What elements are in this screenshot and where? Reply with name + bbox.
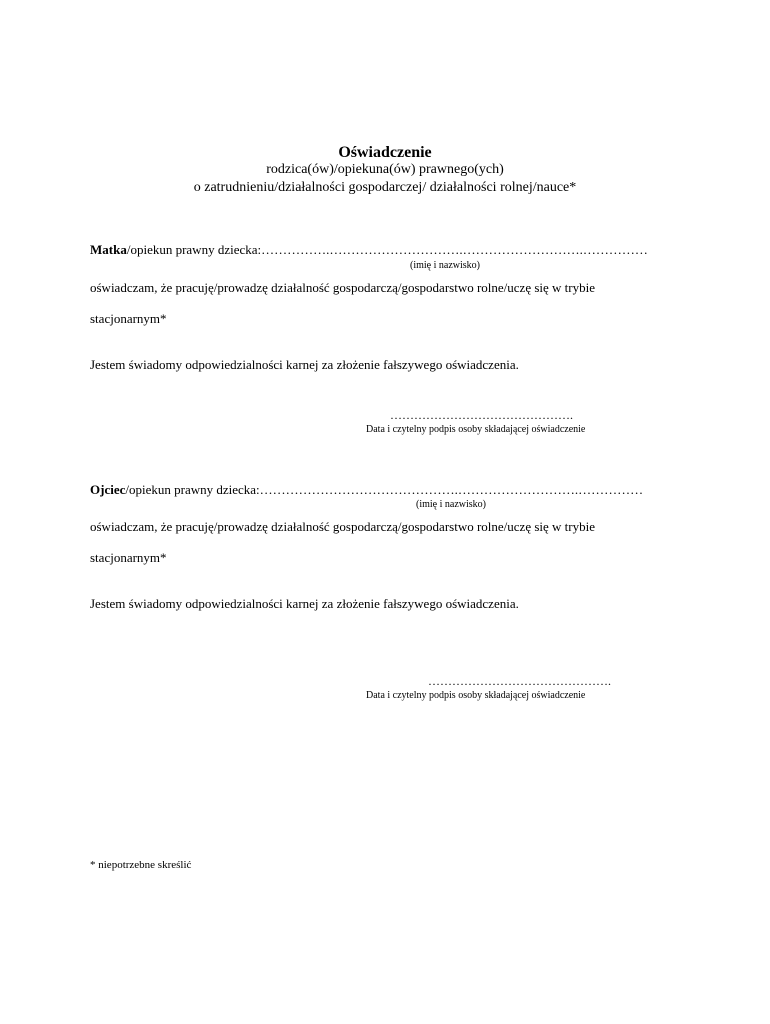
mother-signature-field[interactable]: ………………………………………. — [390, 408, 573, 422]
document-title: Oświadczenie — [338, 144, 432, 161]
document-subtitle-line1: rodzica(ów)/opiekuna(ów) prawnego(ych) — [266, 162, 504, 177]
father-statement-line2: stacjonarnym* — [90, 550, 167, 565]
father-signature-label: Data i czytelny podpis osoby składającej oświadczenie — [366, 690, 586, 701]
mother-statement-line2: stacjonarnym* — [90, 311, 167, 326]
father-label-rest: /opiekun prawny dziecka: — [125, 482, 260, 497]
mother-name-field[interactable]: …………….………………………….……………………….…………… — [261, 242, 648, 257]
mother-name-line — [90, 242, 648, 258]
father-label: Ojciec — [90, 482, 126, 497]
father-name-hint: (imię i nazwisko) — [416, 499, 486, 510]
document-subtitle-line2: o zatrudnieniu/działalności gospodarczej/ działalności rolnej/nauce* — [193, 180, 577, 195]
mother-label: Matka — [90, 242, 127, 257]
father-responsibility: Jestem świadomy odpowiedzialności karnej za złożenie fałszywego oświadczenia. — [90, 596, 519, 611]
father-name-line — [90, 482, 643, 498]
mother-name-hint: (imię i nazwisko) — [410, 260, 480, 271]
father-name-field[interactable]: ……………………………………….……………………….…………… — [259, 482, 644, 497]
mother-label-rest: /opiekun prawny dziecka: — [126, 242, 262, 257]
father-signature-field[interactable]: ………………………………………. — [428, 674, 611, 688]
mother-statement-line1: oświadczam, że pracuję/prowadzę działalność gospodarczą/gospodarstwo rolne/uczę się w trybie — [90, 280, 595, 295]
footnote: * niepotrzebne skreślić — [90, 859, 192, 871]
mother-responsibility: Jestem świadomy odpowiedzialności karnej za złożenie fałszywego oświadczenia. — [90, 357, 519, 372]
mother-signature-label: Data i czytelny podpis osoby składającej oświadczenie — [366, 424, 586, 435]
father-statement-line1: oświadczam, że pracuję/prowadzę działalność gospodarczą/gospodarstwo rolne/uczę się w trybie — [90, 519, 595, 534]
